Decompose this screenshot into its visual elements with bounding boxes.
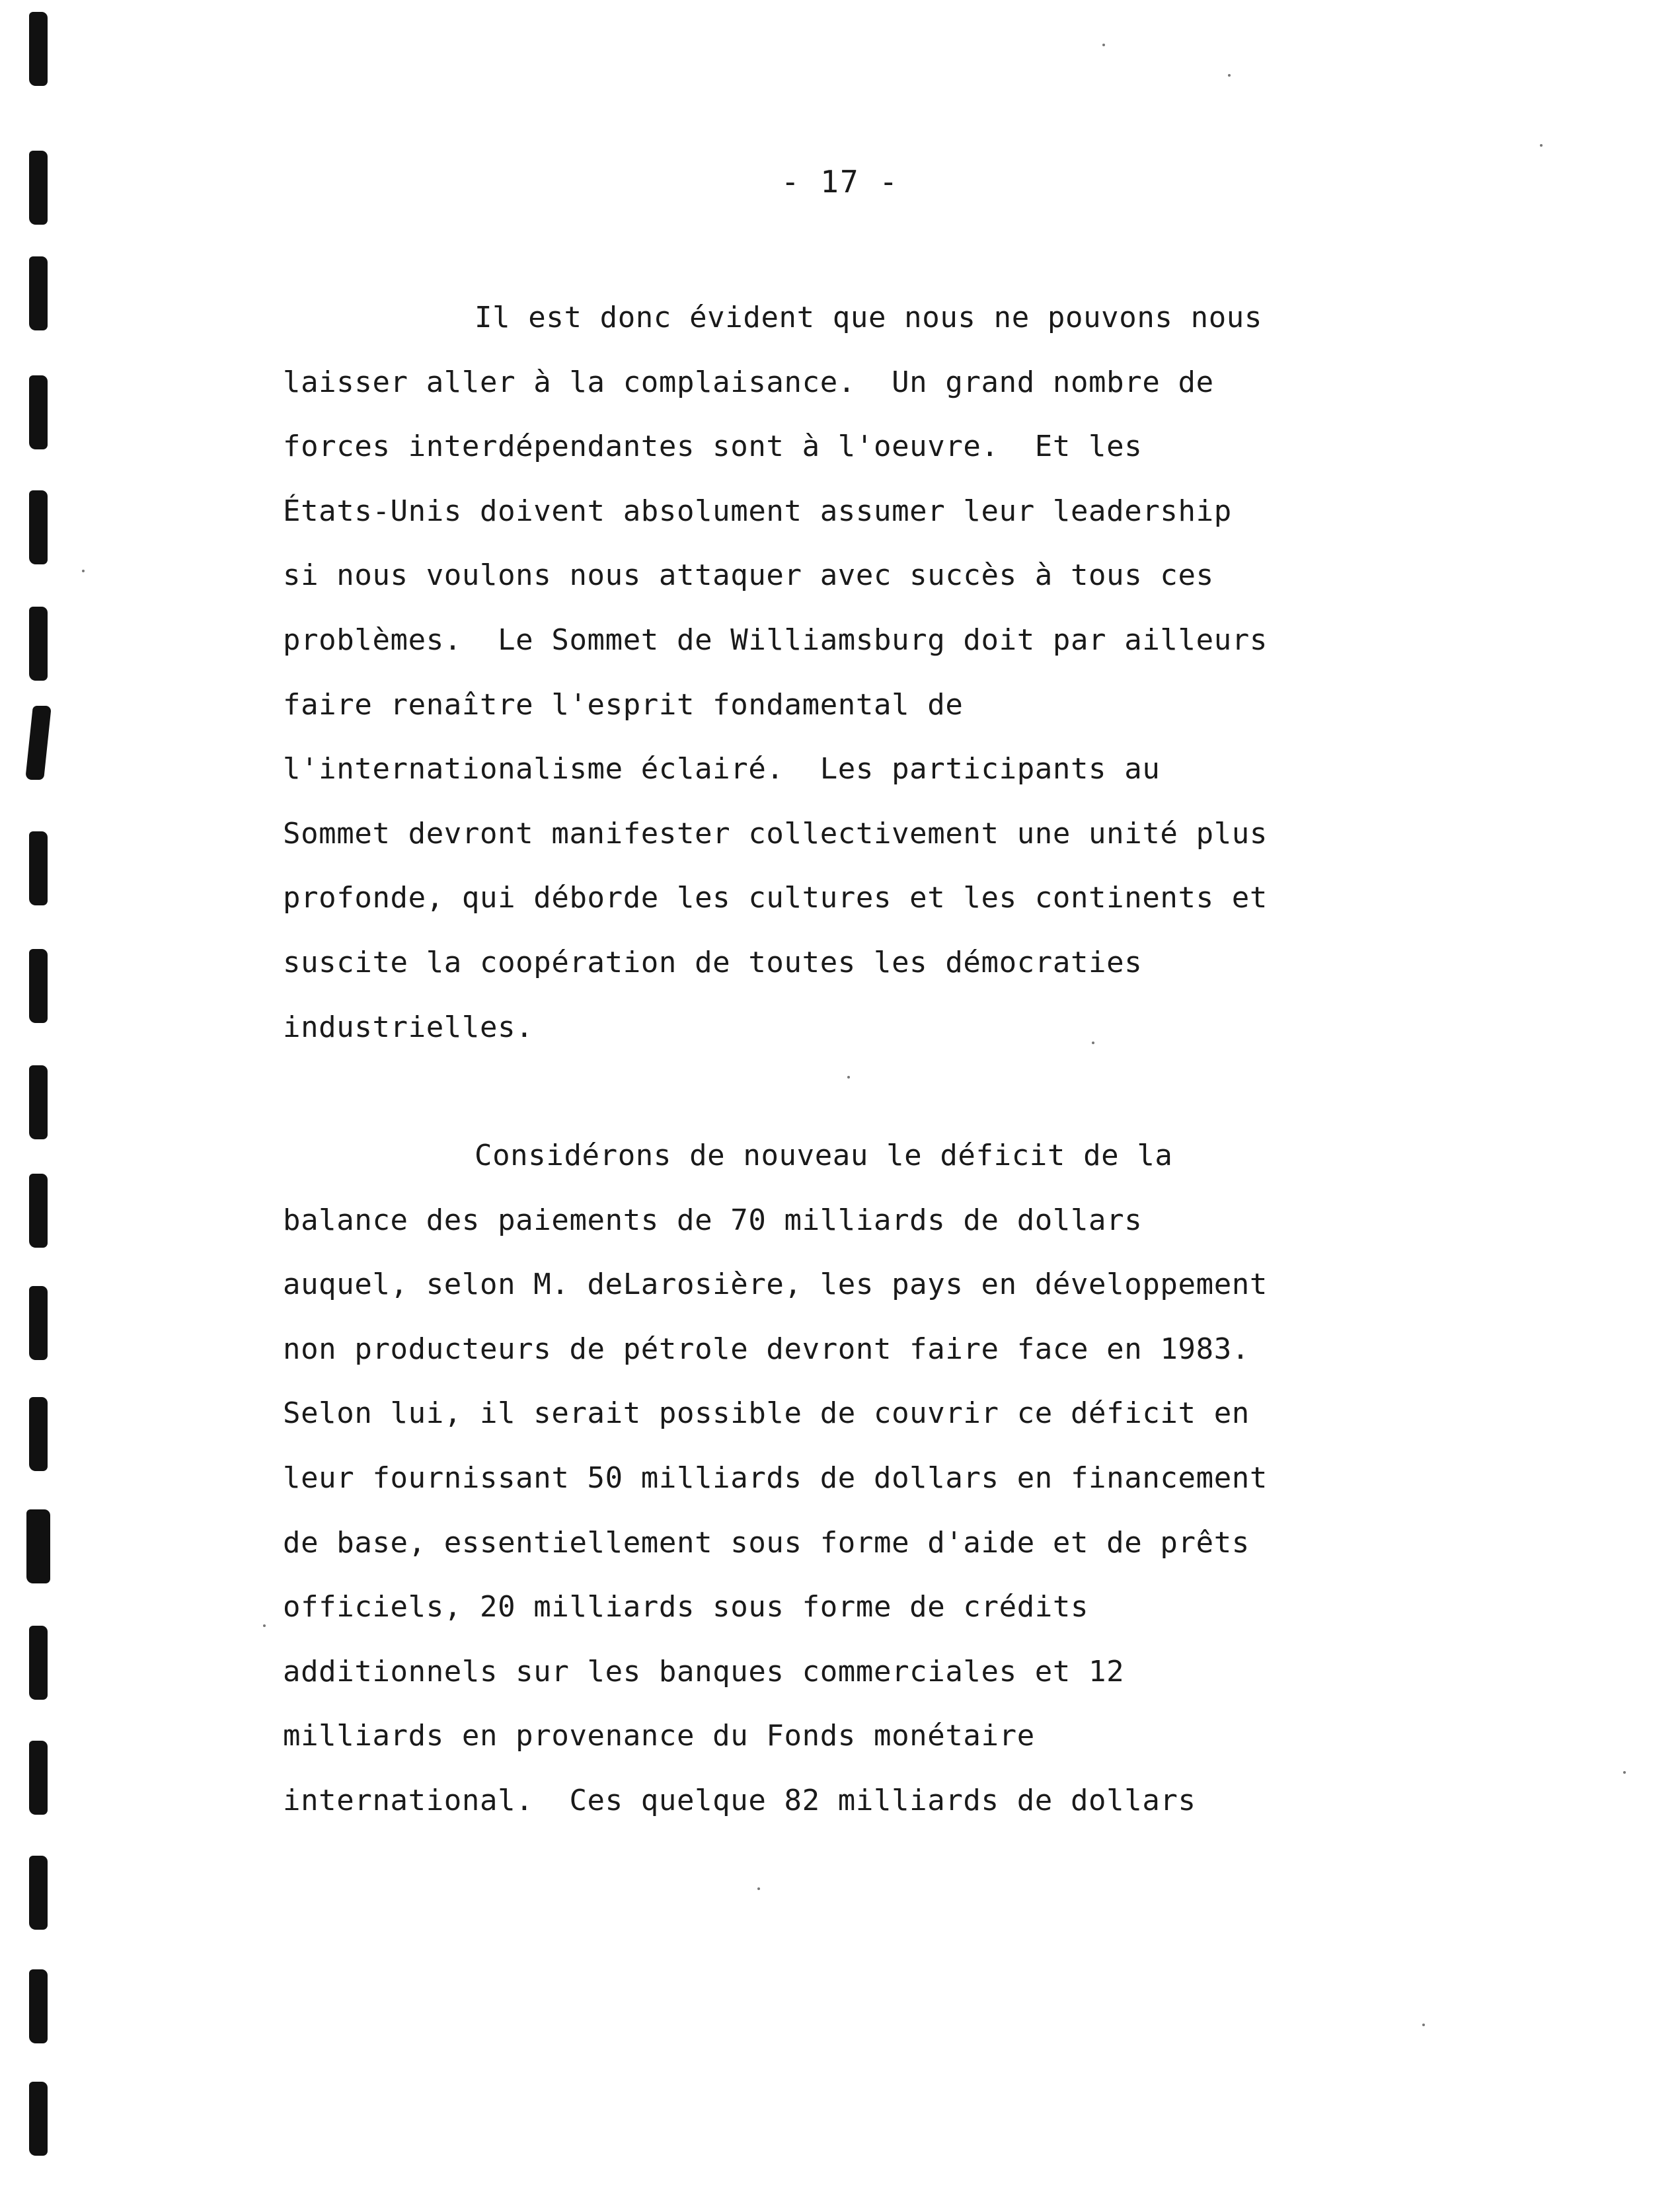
text-line: Il est donc évident que nous ne pouvons nous: [475, 301, 1262, 334]
text-line: profonde, qui déborde les cultures et les continents et: [283, 881, 1268, 915]
text-line: balance des paiements de 70 milliards de dollars: [283, 1203, 1143, 1237]
text-line: milliards en provenance du Fonds monétaire: [283, 1719, 1035, 1753]
punch-mark: [29, 490, 48, 564]
scan-speck: [1092, 1042, 1094, 1044]
punch-mark: [25, 706, 52, 780]
punch-mark: [29, 1626, 48, 1700]
text-line: additionnels sur les banques commerciales et 12: [283, 1654, 1125, 1688]
punch-mark: [29, 1174, 48, 1248]
text-line: leur fournissant 50 milliards de dollars en financement: [283, 1460, 1268, 1495]
text-line: suscite la coopération de toutes les démocraties: [283, 945, 1143, 979]
paragraph-2: [283, 1123, 1420, 1833]
scan-speck: [1228, 74, 1231, 77]
text-line: Considérons de nouveau le déficit de la: [475, 1139, 1173, 1172]
scan-speck: [847, 1076, 850, 1079]
binder-punch-marks: [0, 0, 79, 2200]
text-line: laisser aller à la complaisance. Un grand nombre de: [283, 365, 1214, 399]
text-line: l'internationalisme éclairé. Les participants au: [283, 752, 1161, 786]
punch-mark: [29, 1741, 48, 1815]
scan-speck: [1102, 44, 1105, 46]
punch-mark: [29, 1856, 48, 1930]
text-line: problèmes. Le Sommet de Williamsburg doit par ailleurs: [283, 623, 1268, 657]
punch-mark: [29, 607, 48, 681]
punch-mark: [29, 12, 48, 86]
scan-speck: [1540, 144, 1543, 147]
scan-speck: [1623, 1771, 1626, 1774]
text-line: auquel, selon M. deLarosière, les pays en développement: [283, 1268, 1268, 1302]
text-line: forces interdépendantes sont à l'oeuvre. Et les: [283, 430, 1143, 464]
text-line: faire renaître l'esprit fondamental de: [283, 687, 964, 722]
punch-mark: [29, 2082, 48, 2156]
punch-mark: [29, 1065, 48, 1139]
punch-mark: [29, 375, 48, 449]
paragraph-1: [283, 285, 1420, 1059]
page-number: - 17 -: [781, 164, 899, 200]
text-line: industrielles.: [283, 1010, 534, 1044]
punch-mark: [29, 256, 48, 330]
scan-speck: [82, 570, 85, 572]
punch-mark: [26, 1509, 50, 1583]
text-line: international. Ces quelque 82 milliards de dollars: [283, 1783, 1196, 1817]
text-line: États-Unis doivent absolument assumer leur leadership: [283, 494, 1232, 528]
scan-speck: [757, 1887, 760, 1890]
punch-mark: [29, 1397, 48, 1471]
punch-mark: [29, 831, 48, 905]
text-line: de base, essentiellement sous forme d'aide et de prêts: [283, 1525, 1250, 1560]
text-line: Sommet devront manifester collectivement une unité plus: [283, 816, 1268, 851]
scan-speck: [1422, 2024, 1425, 2026]
punch-mark: [29, 1969, 48, 2043]
text-line: officiels, 20 milliards sous forme de crédits: [283, 1590, 1089, 1624]
scan-speck: [263, 1624, 266, 1627]
punch-mark: [29, 949, 48, 1023]
punch-mark: [29, 1286, 48, 1360]
text-line: non producteurs de pétrole devront faire face en 1983.: [283, 1332, 1250, 1366]
text-line: Selon lui, il serait possible de couvrir ce déficit en: [283, 1396, 1250, 1431]
text-line: si nous voulons nous attaquer avec succès à tous ces: [283, 558, 1214, 593]
